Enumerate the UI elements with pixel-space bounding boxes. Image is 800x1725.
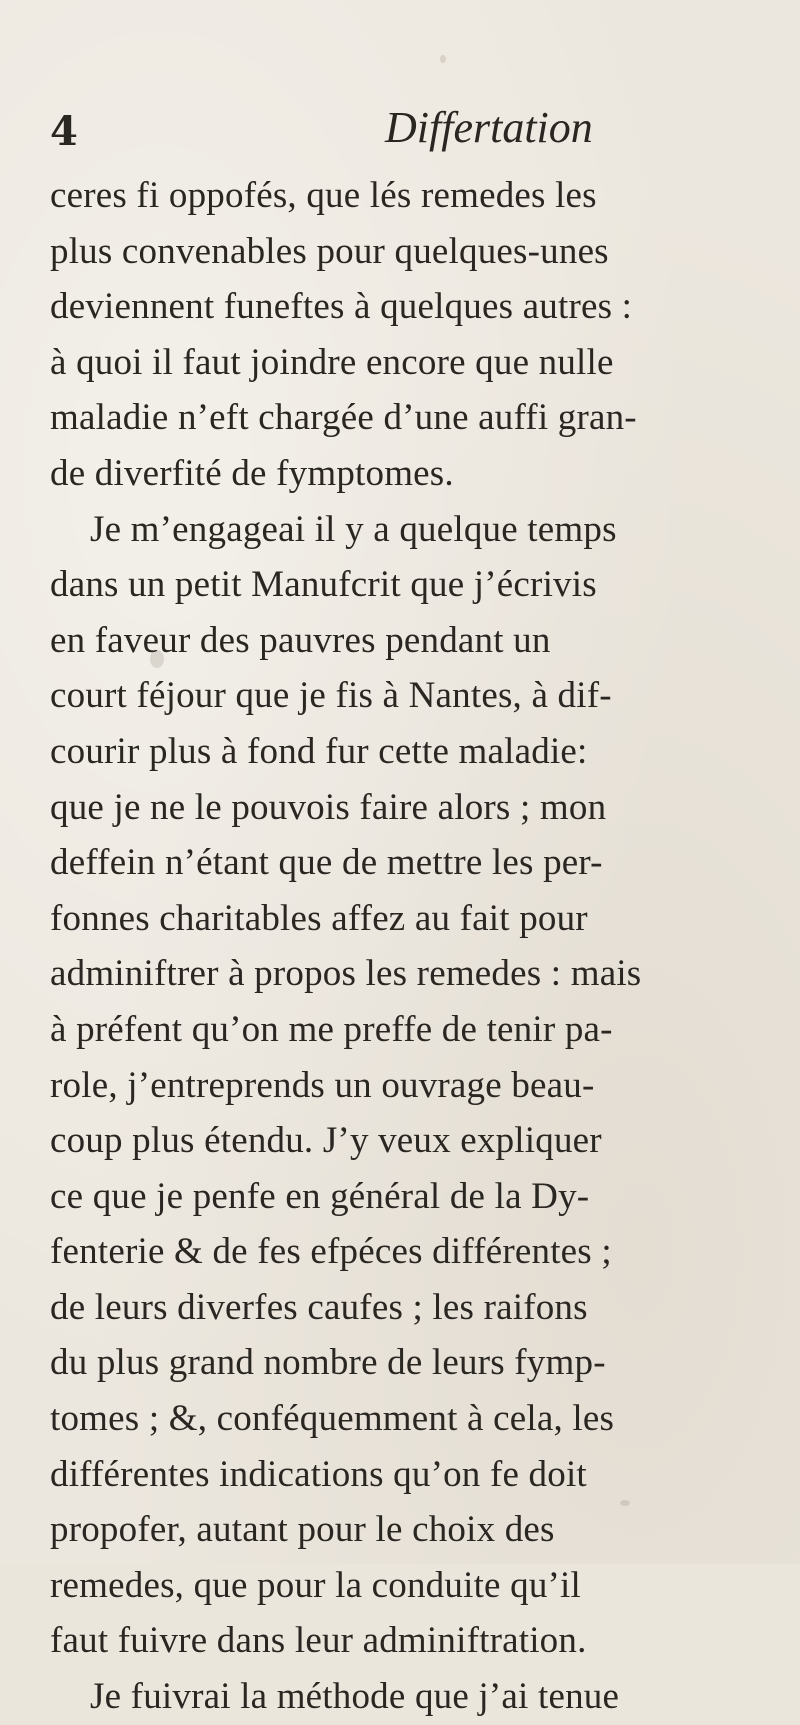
text-line: Je m’engageai il y a quelque temps — [90, 508, 617, 550]
text-line: différentes indications qu’on fe doit — [50, 1453, 587, 1495]
text-line: tomes ; &, conféquemment à cela, les — [50, 1398, 615, 1440]
page-number: 4 — [50, 108, 78, 155]
text-line: deviennent funeftes à quelques autres : — [50, 286, 633, 328]
text-line: role, j’entreprends un ouvrage beau- — [50, 1064, 595, 1106]
text-line: ceres fi oppofés, que lés remedes les — [50, 175, 597, 216]
text-line: court féjour que je fis à Nantes, à dif- — [50, 675, 612, 717]
text-line: courir plus à fond fur cette maladie: — [50, 730, 588, 772]
text-line: fenterie & de fes efpéces différentes ; — [50, 1231, 612, 1273]
text-line: en faveur des pauvres pendant un — [50, 619, 551, 661]
text-line: coup plus étendu. J’y veux expliquer — [50, 1120, 602, 1162]
text-line: faut fuivre dans leur adminiftration. — [50, 1620, 587, 1662]
text-line: remedes, que pour la conduite qu’il — [50, 1564, 581, 1606]
text-line: propofer, autant pour le choix des — [50, 1509, 555, 1551]
text-line: de leurs diverfes caufes ; les raifons — [50, 1286, 588, 1328]
text-line: de diverfité de fymptomes. — [50, 452, 454, 494]
running-title: Differtation — [385, 103, 593, 152]
text-line: que je ne le pouvois faire alors ; mon — [50, 786, 607, 828]
text-line: à quoi il faut joindre encore que nulle — [50, 341, 614, 383]
text-line: fonnes charitables affez au fait pour — [50, 897, 588, 939]
paper-stain — [440, 55, 446, 63]
text-line: maladie n’eft chargée d’une auffi gran- — [50, 397, 637, 439]
text-line: ce que je penfe en général de la Dy- — [50, 1175, 590, 1217]
text-line: du plus grand nombre de leurs fymp- — [50, 1342, 606, 1384]
body-text — [50, 168, 790, 1725]
text-line: plus convenables pour quelques-unes — [50, 230, 609, 272]
text-line: à préfent qu’on me preffe de tenir pa- — [50, 1008, 613, 1050]
text-line: dans un petit Manufcrit que j’écrivis — [50, 564, 597, 606]
text-line: adminiftrer à propos les remedes : mais — [50, 953, 642, 995]
page-header — [0, 100, 800, 160]
text-line: deffein n’étant que de mettre les per- — [50, 842, 603, 884]
text-line: Je fuivrai la méthode que j’ai tenue — [90, 1676, 620, 1718]
